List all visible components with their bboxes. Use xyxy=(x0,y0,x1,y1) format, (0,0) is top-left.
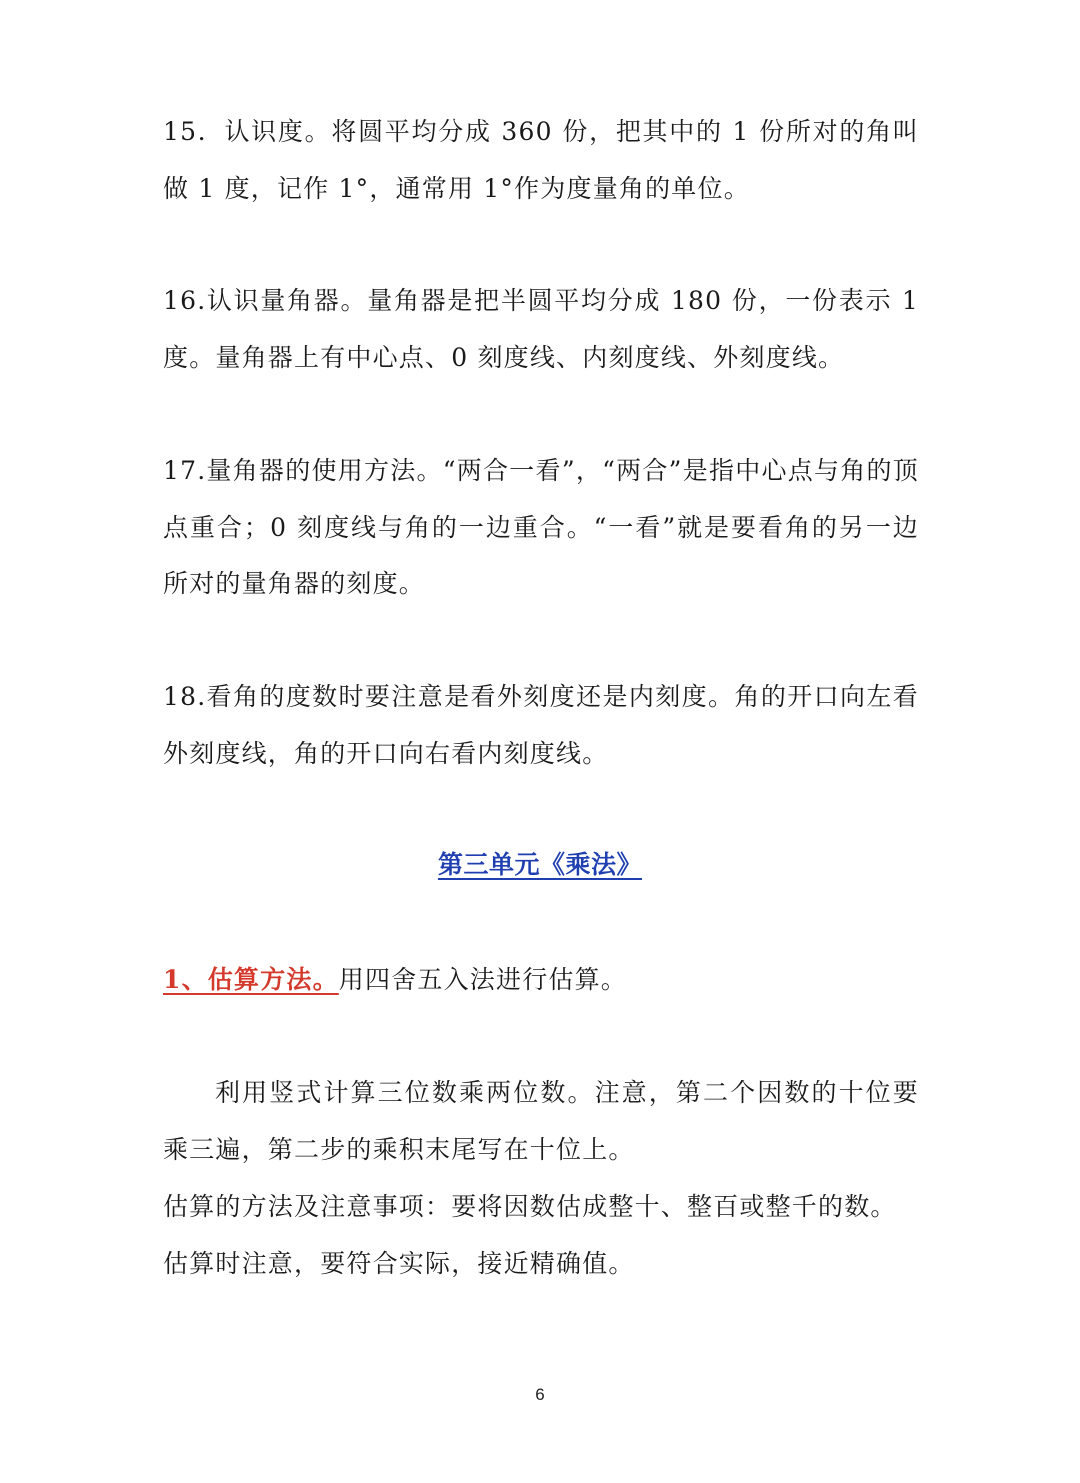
estimation-line-2: 估算时注意，要符合实际，接近精确值。 xyxy=(163,1248,635,1278)
paragraph-15: 15．认识度。将圆平均分成 360 份，把其中的 1 份所对的角叫做 1 度，记作 1°，通常用 1°作为度量角的单位。 xyxy=(163,117,919,203)
estimation-paragraph xyxy=(163,1179,919,1292)
paragraph-16: 16.认识量角器。量角器是把半圆平均分成 180 份，一份表示 1 度。量角器上有中心点、0 刻度线、内刻度线、外刻度线。 xyxy=(163,286,919,372)
unit-title: 第三单元《乘法》 xyxy=(437,850,642,879)
section-1-label: 1、估算方法。 xyxy=(163,965,339,994)
page-number: 6 xyxy=(535,1385,545,1404)
paragraph-18: 18.看角的度数时要注意是看外刻度还是内刻度。角的开口向左看外刻度线，角的开口向右看内刻度线。 xyxy=(163,682,919,768)
vertical-calc-paragraph: 利用竖式计算三位数乘两位数。注意，第二个因数的十位要乘三遍，第二步的乘积末尾写在十位上。 xyxy=(163,1078,919,1164)
paragraph-17: 17.量角器的使用方法。“两合一看”，“两合”是指中心点与角的顶点重合；0 刻度线与角的一边重合。“一看”就是要看角的另一边所对的量角器的刻度。 xyxy=(163,456,919,598)
section-1-paragraph xyxy=(163,952,919,1009)
section-1-text: 用四舍五入法进行估算。 xyxy=(338,965,627,994)
estimation-line-1: 估算的方法及注意事项：要将因数估成整十、整百或整千的数。 xyxy=(163,1192,897,1221)
